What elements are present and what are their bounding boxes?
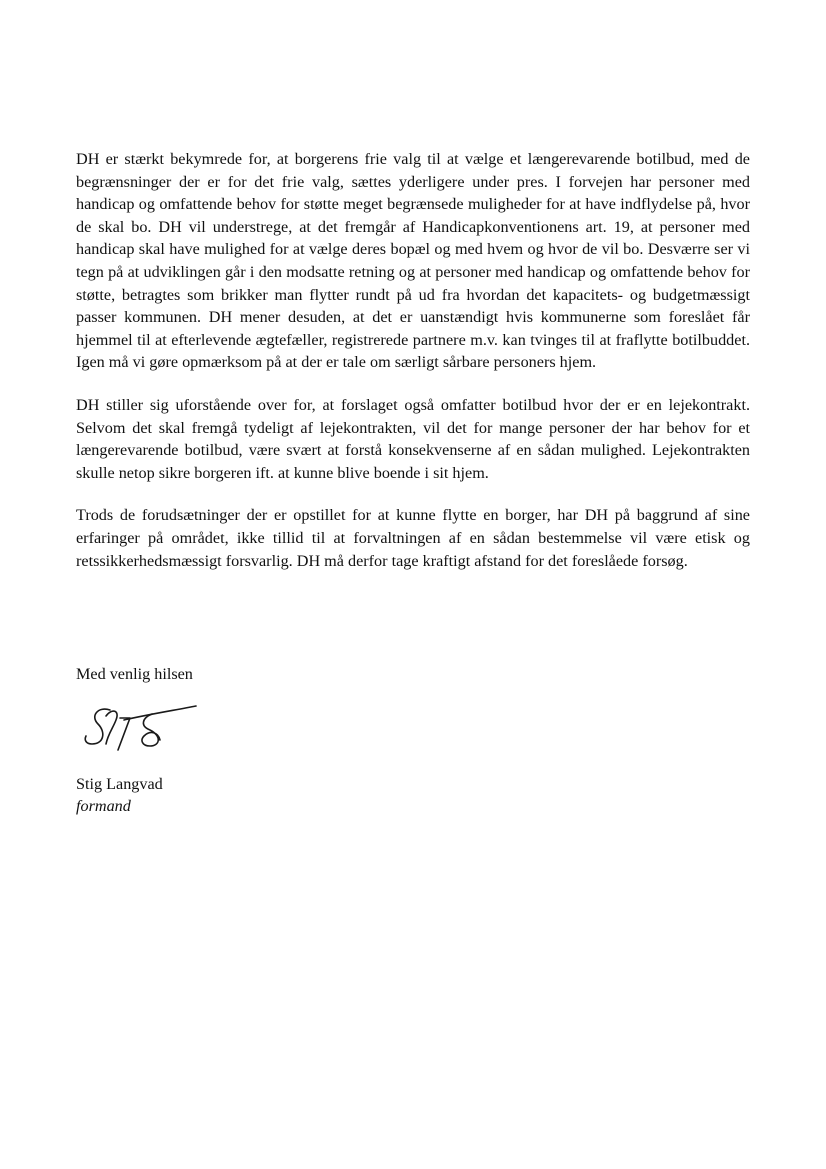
paragraph-lejekontrakt: DH stiller sig uforstående over for, at forslaget også omfatter botilbud hvor der er en lejekontrakt. Selvom det skal fremgå tydeligt af lejekontrakten, vil det for mange personer der har behov for et længerevarende botilbud, være svært at forstå konsekvenserne af en sådan mulighed. Lejekontrakten skulle netop sikre borgeren ift. at kunne blive boende i sit hjem. — [76, 395, 750, 482]
paragraph-forsoeg: Trods de forudsætninger der er opstillet for at kunne flytte en borger, har DH på baggrund af sine erfaringer på området, ikke tillid til at forvaltningen af en sådan bestemmelse vil være etisk og retssikkerhedsmæssigt forsvarlig. DH må derfor tage kraftigt afstand for det foreslåede forsøg. — [76, 506, 750, 570]
paragraph-frie-valg: DH er stærkt bekymrede for, at borgerens frie valg til at vælge et længerevarende botilbud, med de begrænsninger der er for det frie valg, sættes yderligere under pres. I forvejen har personer med handicap og omfattende behov for støtte meget begrænsede muligheder for at have indflydelse på, hvor de skal bo. DH vil understrege, at det fremgår af Handicapkonventionens art. 19, at personer med handicap skal have mulighed for at vælge deres bopæl og med hvem og hvor de vil bo. Desværre ser vi tegn på at udviklingen går i den modsatte retning og at personer med handicap og omfattende behov for støtte, betragtes som brikker man flytter rundt på ud fra hvordan det kapacitets- og budgetmæssigt passer kommunen. DH mener desuden, at det er uanstændigt hvis kommunerne som foreslået får hjemmel til at efterlevende ægtefæller, registrerede partnere m.v. kan tvinges til at fraflytte botilbuddet. Igen må vi gøre opmærksom på at der er tale om særligt sårbare personers hjem. — [76, 150, 750, 372]
signer-title: formand — [76, 797, 131, 815]
letter-body — [76, 148, 750, 592]
handwritten-signature — [80, 700, 200, 772]
signer-name: Stig Langvad — [76, 775, 163, 793]
closing-greeting: Med venlig hilsen — [76, 665, 193, 683]
